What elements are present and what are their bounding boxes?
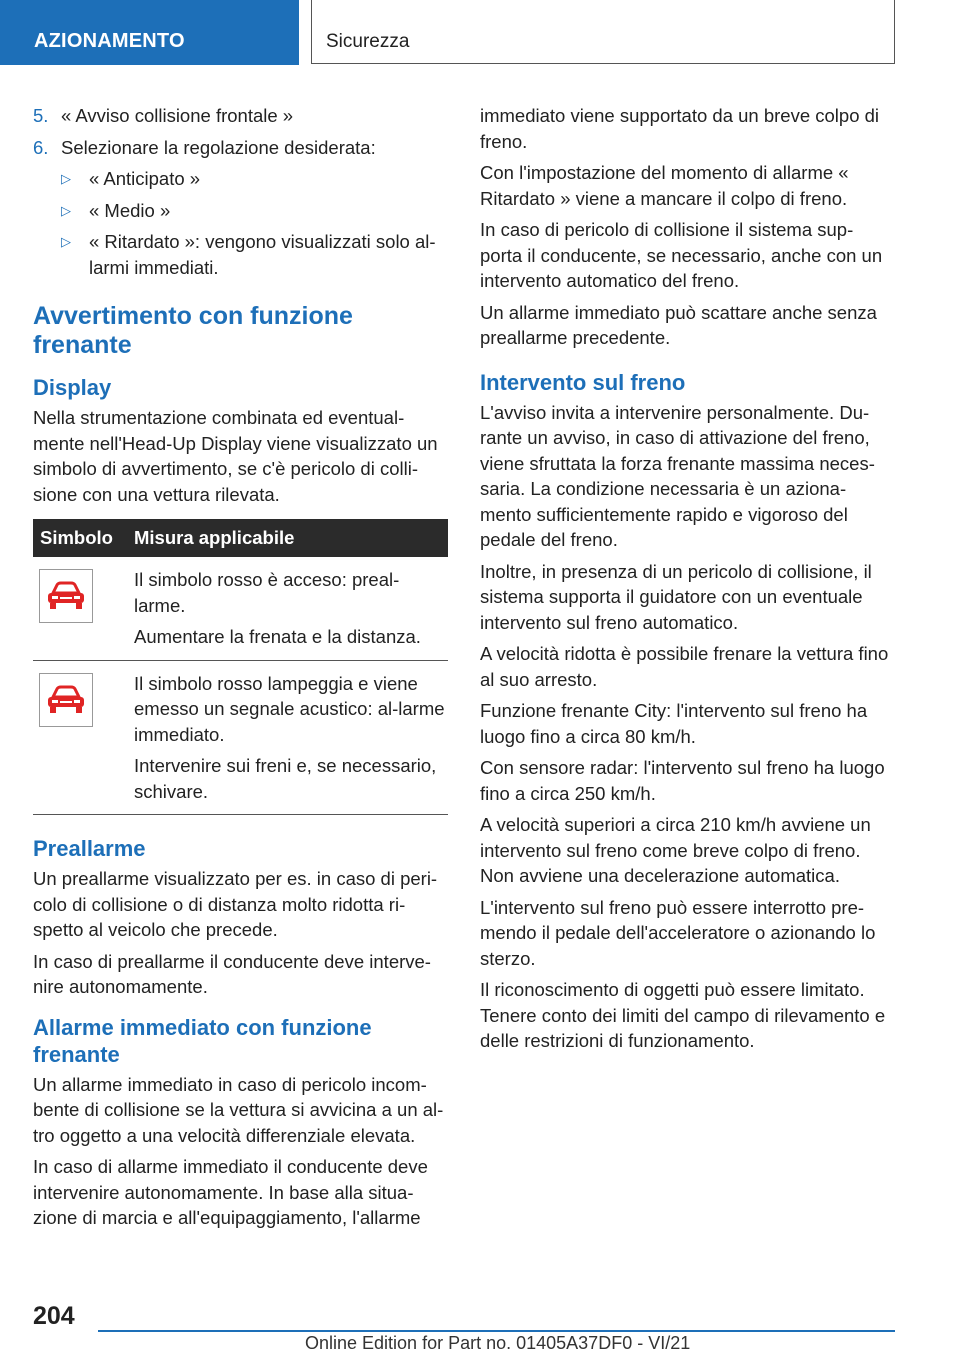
car-collision-warning-icon [39, 673, 93, 727]
heading-allarme-immediato: Allarme immediato con funzione frenante [33, 1014, 372, 1067]
step-number: 6. [33, 136, 49, 158]
preallarme-paragraph-2: In caso di preallarme il conducente deve interve-nire autonomamente. [33, 950, 431, 997]
paragraph: In caso di pericolo di collisione il sistema sup-porta il conducente, se necessario, anche con un intervento automatico del freno. [480, 219, 883, 291]
table-row [33, 660, 448, 815]
measure-line-2: Aumentare la frenata e la distanza. [134, 626, 421, 647]
step-text: « Avviso collisione frontale » [61, 105, 294, 126]
paragraph: Funzione frenante City: l'intervento sul freno ha luogo fino a circa 80 km/h. [480, 700, 868, 747]
left-column [33, 103, 448, 1237]
heading-display: Display [33, 375, 112, 400]
allarme-paragraph-1: Un allarme immediato in caso di pericolo incom-bente di collisione se la vettura si avvicina a un al-tro oggetto a una velocità differenziale elevata. [33, 1073, 444, 1146]
triangle-bullet-icon: ▷ [61, 234, 71, 249]
footer-divider [98, 1330, 895, 1332]
paragraph: Con sensore radar: l'intervento sul freno ha luogo fino a circa 250 km/h. [480, 757, 885, 804]
triangle-bullet-icon: ▷ [61, 171, 71, 186]
section-title: Sicurezza [311, 0, 895, 64]
option-text: « Anticipato » [89, 168, 201, 189]
option-text: « Ritardato »: vengono visualizzati solo al-larmi immediati. [89, 231, 436, 278]
table-header-measure: Misura applicabile [131, 519, 448, 557]
paragraph: Con l'impostazione del momento di allarme « Ritardato » viene a mancare il colpo di freno. [480, 162, 849, 209]
paragraph: A velocità superiori a circa 210 km/h avviene un intervento sul freno come breve colpo di freno. Non avviene una decelerazione automatica. [480, 814, 871, 886]
paragraph: A velocità ridotta è possibile frenare la vettura fino al suo arresto. [480, 643, 889, 690]
paragraph: L'avviso invita a intervenire personalmente. Du-rante un avviso, in caso di attivazione del freno, viene sfruttata la forza frenante massima neces-saria. La condizione necessaria è un aziona-mento sufficientemente rapido e vigoroso del pedale del freno. [480, 401, 875, 550]
option-medio [61, 198, 448, 224]
paragraph: L'intervento sul freno può essere interrotto pre-mendo il pedale dell'acceleratore o azionando lo sterzo. [480, 896, 876, 969]
heading-preallarme: Preallarme [33, 836, 146, 861]
step-number: 5. [33, 105, 49, 126]
heading-intervento-freno: Intervento sul freno [480, 369, 686, 395]
step-text: Selezionare la regolazione desiderata: [61, 136, 376, 158]
heading-avvertimento: Avvertimento con funzione frenante [33, 302, 353, 359]
option-text: « Medio » [89, 199, 171, 221]
table-header [33, 519, 448, 557]
paragraph: Il riconoscimento di oggetti può essere limitato. Tenere conto dei limiti del campo di rilevamento e delle restrizioni di funzionamento. [480, 979, 886, 1051]
paragraph: Inoltre, in presenza di un pericolo di collisione, il sistema supporta il guidatore con un eventuale intervento sul freno automatico. [480, 560, 872, 633]
car-collision-warning-icon [39, 569, 93, 623]
table-header-symbol: Simbolo [33, 519, 131, 557]
option-anticipato [61, 166, 448, 192]
step-5 [33, 103, 448, 129]
page-number: 204 [33, 1302, 75, 1330]
paragraph: immediato viene supportato da un breve colpo di freno. [480, 105, 880, 152]
option-ritardato [61, 229, 448, 280]
allarme-paragraph-2: In caso di allarme immediato il conducente deve intervenire autonomamente. In base alla situa-zione di marcia e all'equipaggiamento, l'allarme [33, 1156, 428, 1228]
paragraph: Un allarme immediato può scattare anche senza preallarme precedente. [480, 301, 877, 348]
chapter-tab[interactable]: AZIONAMENTO [0, 0, 299, 65]
symbol-table [33, 519, 448, 815]
preallarme-paragraph-1: Un preallarme visualizzato per es. in caso di peri-colo di collisione o di distanza molto ridotta ri-spetto al veicolo che precede. [33, 868, 438, 940]
triangle-bullet-icon: ▷ [61, 202, 71, 218]
measure-line-1: Il simbolo rosso lampeggia e viene emesso un segnale acustico: al-larme immediato. [134, 672, 445, 745]
step-6 [33, 135, 448, 161]
measure-line-1: Il simbolo rosso è acceso: preal-larme. [134, 569, 400, 616]
right-column [480, 103, 895, 1060]
measure-line-2: Intervenire sui freni e, se necessario, schivare. [134, 755, 437, 802]
display-paragraph: Nella strumentazione combinata ed eventual-mente nell'Head-Up Display viene visualizzato un simbolo di avvertimento, se c'è pericolo di colli-sione con una vettura rilevata. [33, 407, 438, 505]
table-row [33, 557, 448, 660]
edition-footer: Online Edition for Part no. 01405A37DF0 - VI/21 [305, 1333, 691, 1353]
